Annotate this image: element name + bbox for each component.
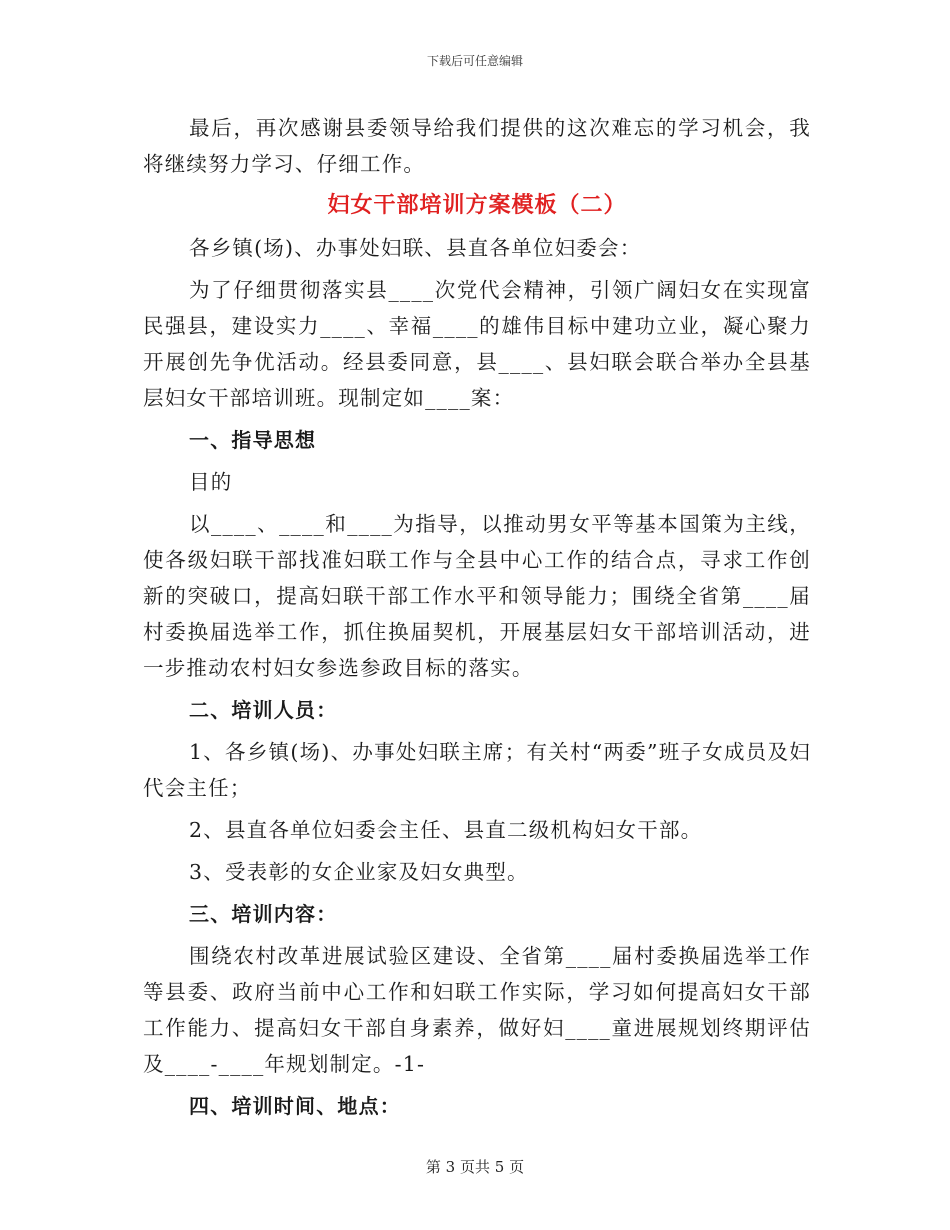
section-2-item-1: 1、各乡镇(场)、办事处妇联主席；有关村“两委”班子女成员及妇代会主任； <box>143 740 811 800</box>
page-header: 下载后可任意编辑 <box>426 54 523 68</box>
section-3-heading: 三、培训内容： <box>189 902 338 926</box>
opening-paragraph: 为了仔细贯彻落实县____次党代会精神，引领广阔妇女在实现富民强县，建设实力____、幸福____的雄伟目标中建功立业，凝心聚力开展创先争优活动。经县委同意，县____、县妇联会联合举办全县基层妇女干部培训班。现制定如____案： <box>143 278 811 410</box>
page-footer: 第 3 页共 5 页 <box>425 1158 525 1176</box>
section-2-heading: 二、培训人员： <box>189 698 338 722</box>
section-2-item-2: 2、县直各单位妇委会主任、县直二级机构妇女干部。 <box>189 818 703 842</box>
section-1-body: 以____、____和____为指导，以推动男女平等基本国策为主线，使各级妇联干部找准妇联工作与全县中心工作的结合点，寻求工作创新的突破口，提高妇联干部工作水平和领导能力；围绕全省第____届村委换届选举工作，抓住换届契机，开展基层妇女干部培训活动，进一步推动农村妇女参选参政目标的落实。 <box>143 512 811 680</box>
intro-closing-paragraph: 最后，再次感谢县委领导给我们提供的这次难忘的学习机会，我将继续努力学习、仔细工作。 <box>143 116 811 176</box>
section-4-heading: 四、培训时间、地点： <box>189 1094 401 1118</box>
document-title: 妇女干部培训方案模板（二） <box>327 193 627 218</box>
section-3-body: 围绕农村改革进展试验区建设、全省第____届村委换届选举工作等县委、政府当前中心工作和妇联工作实际，学习如何提高妇女干部工作能力、提高妇女干部自身素养，做好妇____童进展规划终期评估及____-____年规划制定。-1- <box>143 944 811 1076</box>
section-2-item-3: 3、受表彰的女企业家及妇女典型。 <box>189 860 529 884</box>
document-body <box>143 110 811 1124</box>
salutation-paragraph: 各乡镇(场)、办事处妇联、县直各单位妇委会： <box>189 236 642 260</box>
section-1-subheading: 目的 <box>189 470 233 494</box>
section-1-heading: 一、指导思想 <box>189 428 317 452</box>
